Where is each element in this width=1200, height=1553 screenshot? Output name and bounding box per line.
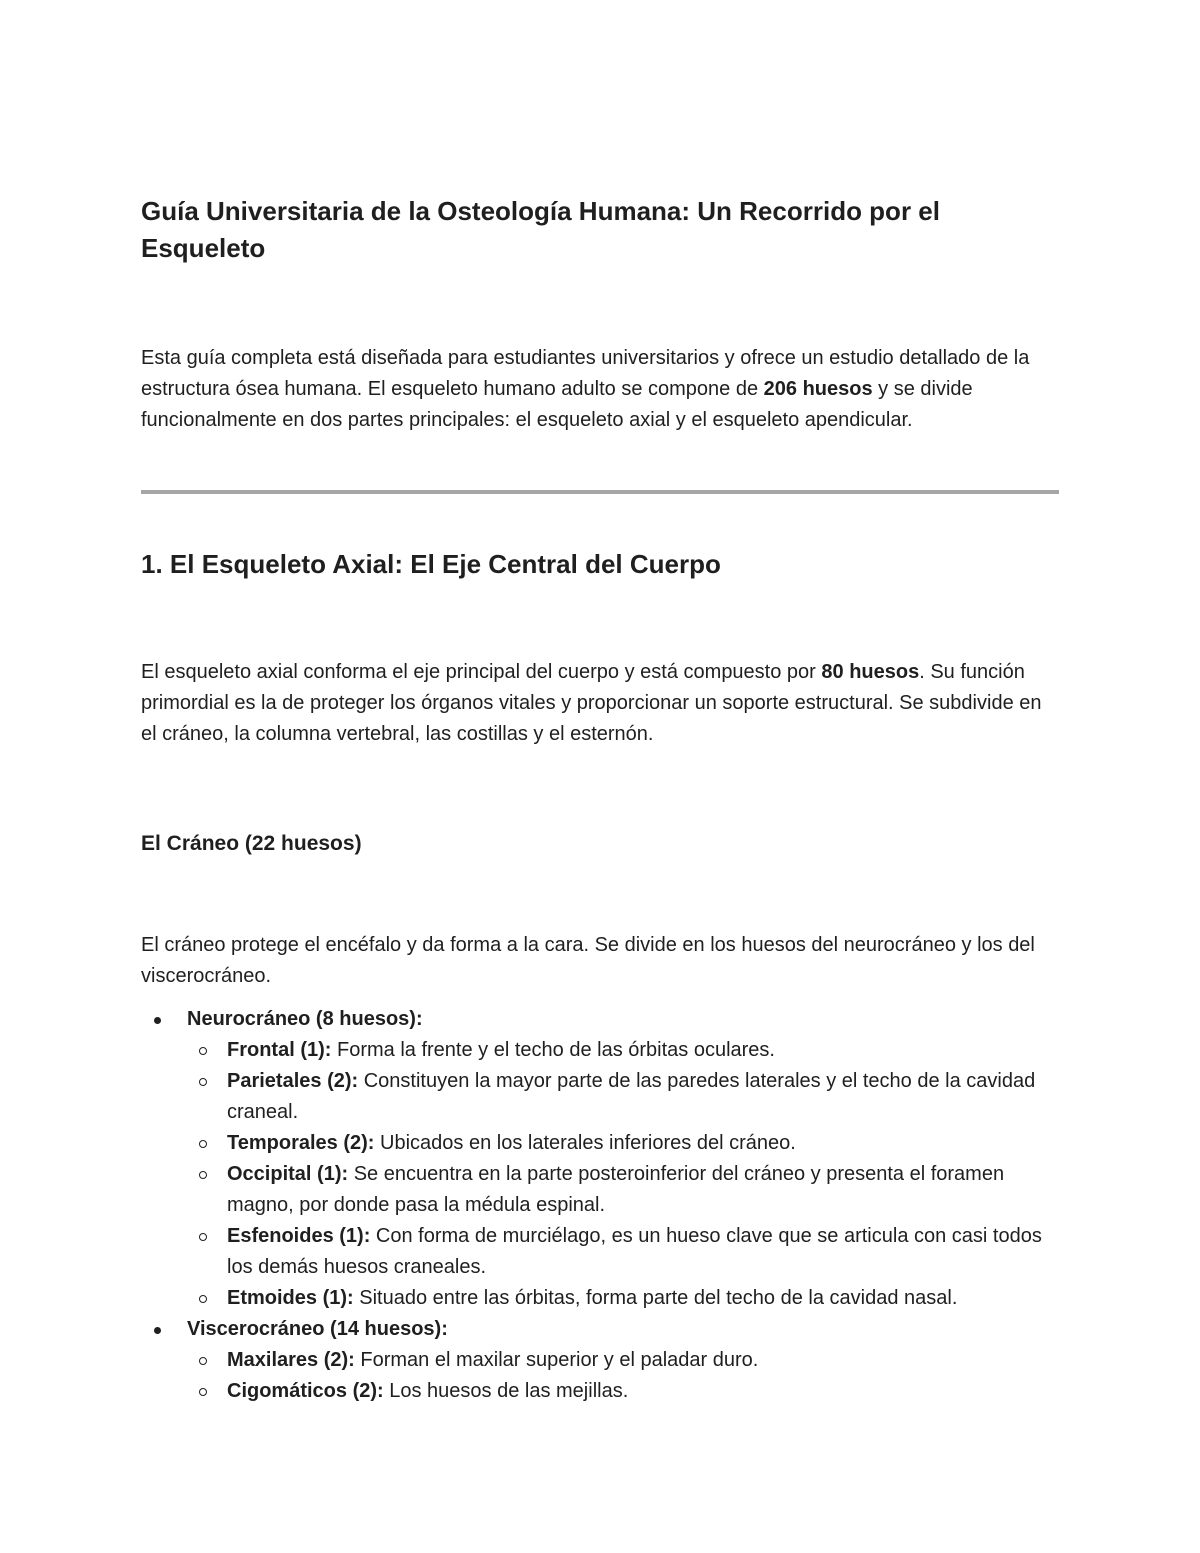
group-label: Neurocráneo (8 huesos): <box>187 1008 423 1030</box>
circle-bullet-icon <box>199 1171 207 1179</box>
intro-paragraph <box>141 343 1061 436</box>
subsection-heading-craneo: El Cráneo (22 huesos) <box>141 832 362 855</box>
bullet-icon <box>154 1327 161 1334</box>
list-item <box>187 1345 1061 1376</box>
bone-term: Parietales (2): <box>227 1070 359 1092</box>
circle-bullet-icon <box>199 1295 207 1303</box>
list-item <box>187 1283 1061 1314</box>
intro-text-2: y se divide funcionalmente en dos partes principales: el esqueleto axial y el esqueleto apendicular. <box>141 378 973 431</box>
craneo-list <box>141 1004 1061 1407</box>
bone-term: Cigomáticos (2): <box>227 1380 384 1402</box>
bone-term: Temporales (2): <box>227 1132 375 1154</box>
bone-term: Etmoides (1): <box>227 1287 354 1309</box>
circle-bullet-icon <box>199 1388 207 1396</box>
group-label: Viscerocráneo (14 huesos): <box>187 1318 448 1340</box>
bone-term: Occipital (1): <box>227 1163 349 1185</box>
axial-text-1: El esqueleto axial conforma el eje principal del cuerpo y está compuesto por <box>141 661 822 683</box>
axial-text-2: . Su función primordial es la de proteger los órganos vitales y proporcionar un soporte estructural. Se subdivide en el cráneo, la columna vertebral, las costillas y el esternón. <box>141 661 1042 745</box>
viscerocraneo-sublist <box>187 1345 1061 1407</box>
intro-text-1: Esta guía completa está diseñada para estudiantes universitarios y ofrece un estudio detallado de la estructura ósea humana. El esqueleto humano adulto se compone de <box>141 347 1030 400</box>
bone-description: Constituyen la mayor parte de las paredes laterales y el techo de la cavidad craneal. <box>227 1070 1036 1123</box>
intro-bold: 206 huesos <box>763 378 873 400</box>
craneo-paragraph: El cráneo protege el encéfalo y da forma a la cara. Se divide en los huesos del neurocráneo y los del viscerocráneo. <box>141 934 1035 987</box>
list-item-viscerocraneo <box>141 1314 1061 1407</box>
document-title: Guía Universitaria de la Osteología Humana: Un Recorrido por el Esqueleto <box>141 196 940 263</box>
bone-description: Forma la frente y el techo de las órbitas oculares. <box>331 1039 775 1061</box>
list-item <box>187 1159 1061 1221</box>
list-item-neurocraneo <box>141 1004 1061 1314</box>
list-item <box>187 1035 1061 1066</box>
list-item <box>187 1066 1061 1128</box>
bone-description: Forman el maxilar superior y el paladar duro. <box>354 1349 759 1371</box>
bone-description: Se encuentra en la parte posteroinferior del cráneo y presenta el foramen magno, por donde pasa la médula espinal. <box>227 1163 1005 1216</box>
circle-bullet-icon <box>199 1357 207 1365</box>
circle-bullet-icon <box>199 1140 207 1148</box>
bone-description: Ubicados en los laterales inferiores del cráneo. <box>374 1132 796 1154</box>
bullet-icon <box>154 1017 161 1024</box>
bone-term: Frontal (1): <box>227 1039 332 1061</box>
circle-bullet-icon <box>199 1233 207 1241</box>
list-item <box>187 1221 1061 1283</box>
section-heading-axial: 1. El Esqueleto Axial: El Eje Central del Cuerpo <box>141 549 721 579</box>
circle-bullet-icon <box>199 1078 207 1086</box>
bone-description: Los huesos de las mejillas. <box>383 1380 629 1402</box>
neurocraneo-sublist <box>187 1035 1061 1314</box>
list-item <box>187 1376 1061 1407</box>
bone-description: Con forma de murciélago, es un hueso clave que se articula con casi todos los demás huesos craneales. <box>227 1225 1042 1278</box>
list-item <box>187 1128 1061 1159</box>
circle-bullet-icon <box>199 1047 207 1055</box>
axial-paragraph <box>141 657 1061 750</box>
bone-term: Maxilares (2): <box>227 1349 355 1371</box>
bone-term: Esfenoides (1): <box>227 1225 371 1247</box>
axial-bold: 80 huesos <box>821 661 920 683</box>
bone-description: Situado entre las órbitas, forma parte del techo de la cavidad nasal. <box>353 1287 958 1309</box>
horizontal-divider <box>141 490 1059 494</box>
